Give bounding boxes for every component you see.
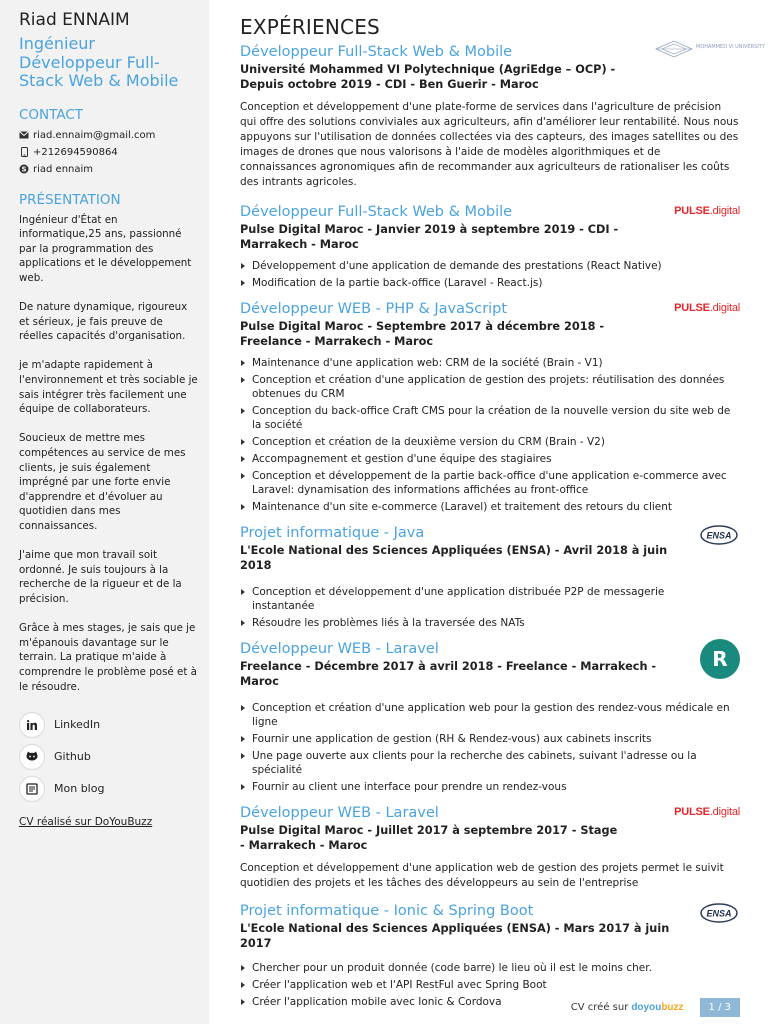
experience-item [240, 524, 740, 630]
list-item: Accompagnement et gestion d'une équipe des stagiaires [240, 452, 740, 466]
list-item: Une page ouverte aux clients pour la recherche des cabinets, suivant l'adresse ou la spécialité [240, 749, 740, 777]
contact-list [19, 127, 199, 178]
um6p-logo-text: MOHAMMED VI UNIVERSITY [696, 44, 765, 50]
presentation-text [19, 213, 199, 695]
pulse-logo-main: PULSE [674, 302, 710, 314]
brand-doyou: doyou [631, 1002, 662, 1013]
job-company: Université Mohammed VI Polytechnique (AgriEdge – OCP) - Depuis octobre 2019 - CDI - Ben Guerir - Maroc [240, 63, 616, 91]
job-company: L'Ecole National des Sciences Appliquées (ENSA) - Avril 2018 à juin 2018 [240, 544, 668, 572]
linkedin-label: LinkedIn [54, 718, 101, 732]
blog-icon [19, 776, 45, 802]
um6p-logo [654, 37, 765, 65]
list-item: Conception et création d'une application de gestion des projets: réutilisation des données obtenues du CRM [240, 373, 740, 401]
list-item: Résoudre les problèmes liés à la traversée des NATs [240, 616, 740, 630]
job-title: Projet informatique - Ionic & Spring Boot [240, 903, 534, 919]
page-footer [571, 998, 740, 1017]
ensa-logo-text: ENSA [706, 908, 732, 919]
list-item: Fournir au client une interface pour prendre un rendez-vous [240, 780, 740, 794]
job-description: Conception et développement d'une plate-forme de services dans l'agriculture de précision qui offre des solutions conviviales aux agriculteurs, afin d'améliorer leur rentabilité. Nous nous appuyons sur l'utilisation de données collectées via des capteurs, des images satellites ou des images de drones que nous valorisons à l'aide de modèles algorithmiques et de connaissances agronomiques afin de recommander aux agriculteurs de rationaliser les coûts des intrants agricoles. [240, 101, 739, 188]
pulse-logo-suffix: digital [712, 806, 740, 818]
list-item: Maintenance d'une application web: CRM de la société (Brain - V1) [240, 356, 740, 370]
job-bullets [240, 259, 740, 290]
experience-item [240, 640, 740, 794]
list-item: Maintenance d'un site e-commerce (Laravel) et traitement des retours du client [240, 500, 740, 514]
doyoubuzz-logo[interactable] [631, 1002, 683, 1013]
list-item: Conception du back-office Craft CMS pour la création de la nouvelle version du site web de la société [240, 404, 740, 432]
pulse-logo-suffix: digital [712, 205, 740, 217]
contact-title: CONTACT [19, 106, 84, 123]
presentation-paragraph: Grâce à mes stages, je sais que je m'épanouis davantage sur le terrain. La pratique m'aide à comprendre le problème posé et à le résoudre. [19, 622, 197, 693]
job-company: Pulse Digital Maroc - Juillet 2017 à septembre 2017 - Stage - Marrakech - Maroc [240, 824, 618, 852]
email-text: riad.ennaim@gmail.com [33, 129, 156, 141]
job-bullets [240, 701, 740, 794]
presentation-paragraph: Soucieux de mettre mes compétences au service de mes clients, je suis également imprégné par une forte envie d'apprendre et d'évoluer au quotidien dans mes connaissances. [19, 432, 186, 532]
skype-text: riad ennaim [33, 163, 94, 175]
ensa-logo [698, 898, 740, 932]
link-blog[interactable] [19, 773, 199, 805]
list-item: Créer l'application mobile avec Ionic & Cordova [240, 995, 740, 1009]
list-item: Conception et développement d'une application distribuée P2P de messagerie instantanée [240, 585, 740, 613]
envelope-icon [19, 130, 29, 140]
main-content [240, 14, 765, 1012]
job-title: Développeur WEB - Laravel [240, 641, 439, 657]
experience-item [240, 300, 740, 514]
presentation-paragraph: Ingénieur d'État en informatique,25 ans, passionné par la programmation des applications et le développement web. [19, 213, 192, 284]
pulse-digital-logo: PULSE.digital [674, 302, 740, 314]
experience-item [240, 804, 740, 891]
cv-made-link[interactable]: CV réalisé sur DoYouBuzz [19, 815, 153, 828]
presentation-paragraph: De nature dynamique, rigoureux et sérieux, je fais preuve de réelles capacités d'organisation. [19, 301, 188, 343]
job-title: Développeur WEB - PHP & JavaScript [240, 301, 508, 317]
github-icon [19, 744, 45, 770]
list-item: Chercher pour un produit donnée (code barre) le lieu où il est le moins cher. [240, 961, 740, 975]
pulse-digital-logo: PULSE.digital [674, 806, 740, 818]
blog-label: Mon blog [54, 782, 105, 796]
job-title: Développeur Full-Stack Web & Mobile [240, 204, 513, 220]
list-item: Conception et création de la deuxième version du CRM (Brain - V2) [240, 435, 740, 449]
job-company: Pulse Digital Maroc - Septembre 2017 à décembre 2018 - Freelance - Marrakech - Maroc [240, 320, 605, 348]
job-company: L'Ecole National des Sciences Appliquées (ENSA) - Mars 2017 à juin 2017 [240, 922, 670, 950]
contact-email[interactable] [19, 127, 199, 144]
pulse-digital-logo: PULSE.digital [674, 205, 740, 217]
section-title: EXPÉRIENCES [240, 15, 380, 39]
contact-phone[interactable] [19, 144, 199, 161]
page-number: 1 / 3 [700, 998, 740, 1017]
link-github[interactable] [19, 741, 199, 773]
experience-item [240, 203, 740, 290]
experience-item [240, 43, 765, 190]
job-title: Développeur WEB - Laravel [240, 805, 439, 821]
social-links [19, 709, 199, 805]
profile-role: Ingénieur Développeur Full-Stack Web & Mobile [19, 34, 179, 90]
ensa-logo [698, 520, 740, 554]
phone-icon [19, 147, 29, 157]
experience-item [240, 902, 740, 1009]
brand-buzz: buzz [661, 1002, 684, 1013]
skype-icon [19, 164, 29, 174]
pulse-logo-main: PULSE [674, 205, 710, 217]
presentation-paragraph: J'aime que mon travail soit ordonné. Je suis toujours à la recherche de la rigueur et de la précision. [19, 549, 182, 605]
job-bullets [240, 356, 740, 514]
pulse-logo-main: PULSE [674, 806, 710, 818]
sidebar [0, 0, 209, 1024]
r-logo-text: R [712, 647, 728, 671]
job-bullets [240, 585, 740, 630]
link-linkedin[interactable] [19, 709, 199, 741]
ensa-logo-text: ENSA [706, 530, 732, 541]
linkedin-icon [19, 712, 45, 738]
svg-text:S: S [21, 165, 27, 174]
list-item: Créer l'application web et l'API RestFul avec Spring Boot [240, 978, 740, 992]
presentation-title: PRÉSENTATION [19, 191, 121, 208]
list-item: Modification de la partie back-office (Laravel - React.js) [240, 276, 740, 290]
contact-skype[interactable] [19, 161, 199, 178]
profile-name: Riad ENNAIM [19, 10, 130, 30]
github-label: Github [54, 750, 91, 764]
list-item: Fournir une application de gestion (RH & Rendez-vous) aux cabinets inscrits [240, 732, 740, 746]
job-title: Développeur Full-Stack Web & Mobile [240, 44, 513, 60]
job-company: Freelance - Décembre 2017 à avril 2018 - Freelance - Marrakech - Maroc [240, 660, 657, 688]
job-description: Conception et développement d'une application web de gestion des projets permet le suivit quotidien des projets et les tâches des développeurs au sein de l'entreprise [240, 862, 724, 889]
list-item: Conception et création d'une application web pour la gestion des rendez-vous médicale en ligne [240, 701, 740, 729]
list-item: Conception et développement de la partie back-office d'une application e-commerce avec Laravel: dynamisation des informations affichées au front-office [240, 469, 740, 497]
job-title: Projet informatique - Java [240, 525, 425, 541]
job-company: Pulse Digital Maroc - Janvier 2019 à septembre 2019 - CDI - Marrakech - Maroc [240, 223, 619, 251]
list-item: Développement d'une application de demande des prestations (React Native) [240, 259, 740, 273]
phone-text: +212694590864 [33, 146, 118, 158]
pulse-logo-suffix: digital [712, 302, 740, 314]
presentation-paragraph: je m'adapte rapidement à l'environnement et très sociable je sais intégrer très facilement une équipe de collaborateurs. [19, 359, 198, 416]
r-logo [700, 639, 740, 683]
footer-made-on: CV créé sur [570, 1002, 629, 1013]
